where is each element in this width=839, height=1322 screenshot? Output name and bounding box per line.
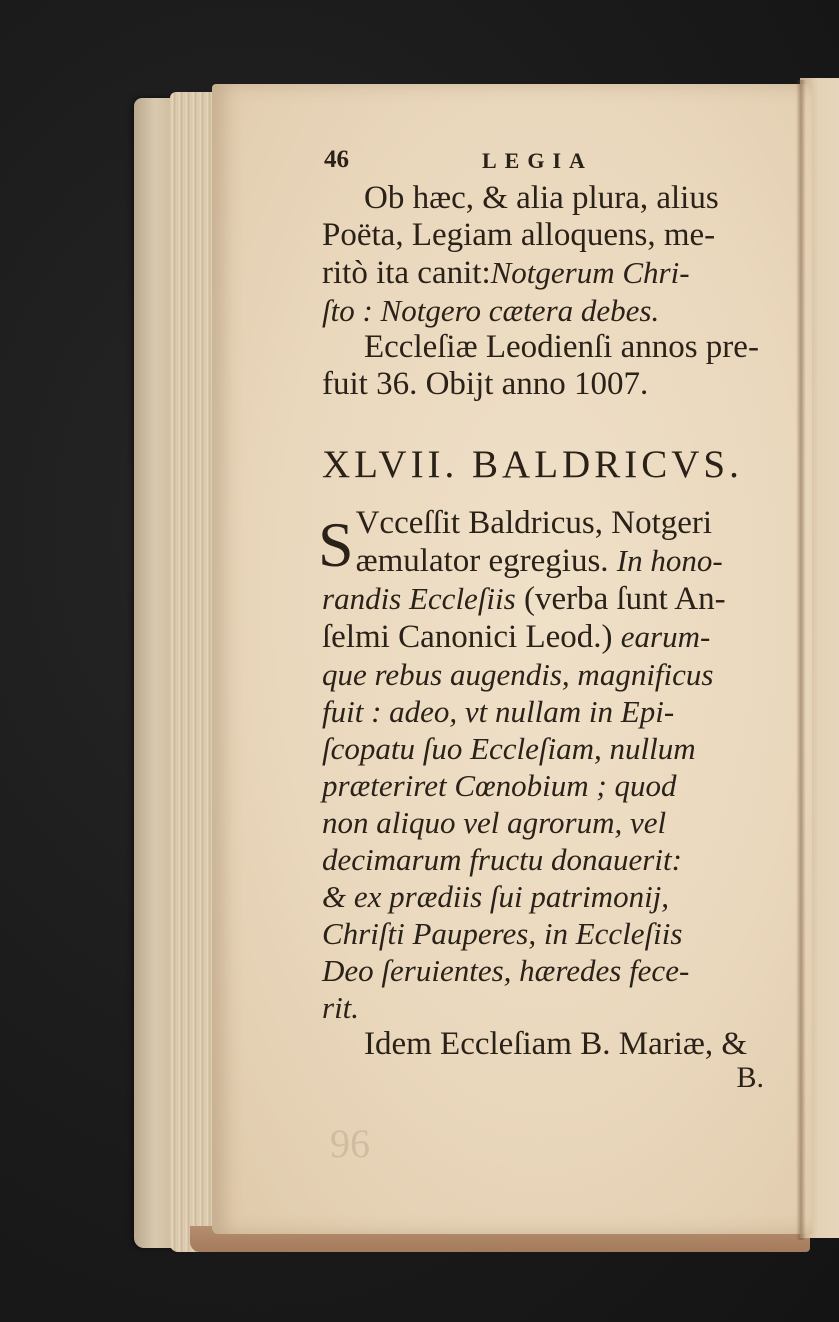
text-line-italic: rit. <box>322 990 360 1025</box>
page-number: 46 <box>324 146 349 173</box>
text-line-italic: Chriſti Pauperes, in Eccleſiis <box>322 916 683 951</box>
section-heading: XLVII. BALDRICVS. <box>322 443 743 486</box>
text-roman: ritò ita canit: <box>322 255 491 291</box>
text-line: Poëta, Legiam alloquens, me- <box>322 217 716 253</box>
text-line <box>322 254 772 292</box>
text-line: fuit 36. Obijt anno 1007. <box>322 366 649 402</box>
text-line: Vcceſſit Baldricus, Notgeri <box>355 505 713 541</box>
text-roman: æmulator egregius. <box>355 543 617 579</box>
text-line-italic: ſcopatu ſuo Eccleſiam, nullum <box>322 731 696 766</box>
page-gutter <box>796 80 806 1240</box>
text-line-italic: & ex prædiis ſui patrimonij, <box>322 879 670 914</box>
text-italic: In hono- <box>616 543 723 578</box>
text-line <box>322 580 772 618</box>
text-line-italic: non aliquo vel agrorum, vel <box>322 805 667 840</box>
show-through-mark: 96 <box>330 1121 370 1166</box>
text-line-italic: fuit : adeo, vt nullam in Epi- <box>322 694 675 729</box>
section-body <box>318 505 772 1094</box>
text-roman: (verba ſunt An- <box>515 581 726 617</box>
text-line: Eccleſiæ Leodienſi annos pre- <box>364 329 759 365</box>
text-italic: randis Eccleſiis <box>322 581 516 616</box>
text-line: Idem Eccleſiam B. Mariæ, & <box>364 1026 748 1062</box>
text-line <box>322 618 772 656</box>
catchword: B. <box>736 1061 764 1094</box>
text-italic: earum- <box>620 619 711 654</box>
running-head: LEGIA <box>482 148 593 173</box>
drop-capital: S <box>318 509 354 580</box>
text-line-italic: præteriret Cœnobium ; quod <box>322 768 677 803</box>
text-line <box>322 542 772 580</box>
text-italic: Notgerum Chri- <box>490 255 690 290</box>
text-line-italic: que rebus augendis, magnificus <box>322 657 714 692</box>
text-roman: ſelmi Canonici Leod.) <box>322 619 621 655</box>
page-header <box>322 140 772 180</box>
text-line-italic: Deo ſeruientes, hæredes fece- <box>322 953 690 988</box>
text-line: Ob hæc, & alia plura, alius <box>364 180 719 216</box>
page-text <box>318 140 772 1094</box>
text-line-italic: ſto : Notgero cætera debes. <box>322 293 660 328</box>
text-line-italic: decimarum fructu donauerit: <box>322 842 682 877</box>
